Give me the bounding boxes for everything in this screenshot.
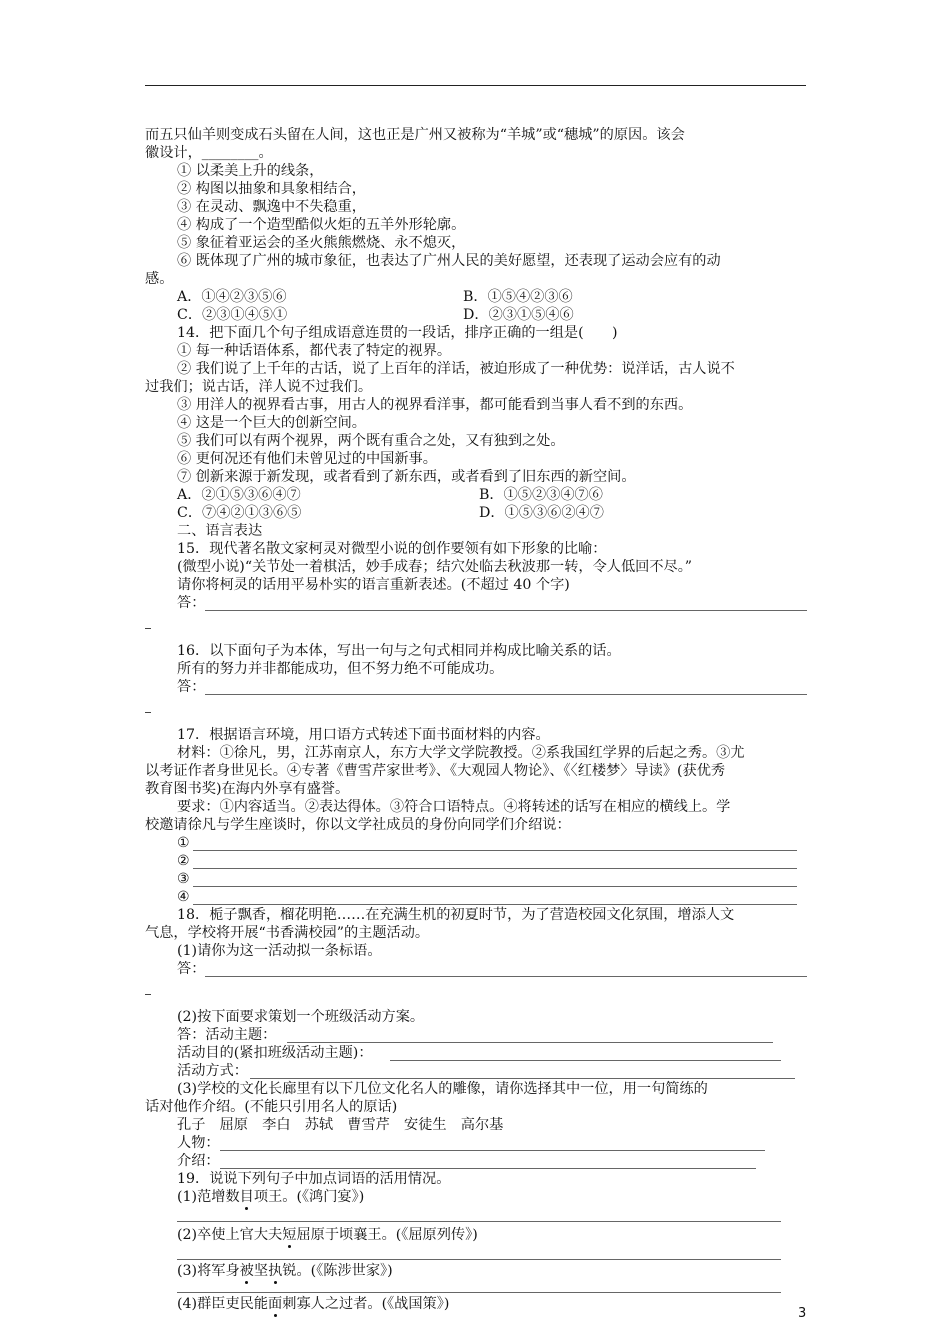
q19-answer-line-3[interactable] [177,1292,781,1293]
section-heading: 二、语言表达 [177,523,263,539]
q13-item-4: ④ 构成了一个造型酷似火炬的五羊外形轮廓。 [177,217,466,233]
q13-option-d: D．②③①⑤④⑥ [463,307,574,323]
q18-purpose-line[interactable] [390,1060,781,1061]
q14-option-b: B．①⑤②③④⑦⑥ [479,487,603,503]
q16-answer-label: 答： [177,679,206,695]
q16-answer-line[interactable] [205,694,807,695]
q18-slogan-line[interactable] [205,976,807,977]
q15-answer-line[interactable] [205,610,807,611]
line-continuation-mark [145,712,151,713]
q13-option-a: A．①④②③⑤⑥ [177,289,287,305]
q13-item-6-cont: 感。 [145,271,174,287]
q17-blank-line-4[interactable] [193,904,797,905]
q18-intro-label: 介绍： [177,1153,220,1169]
q18-part-1: (1)请你为这一活动拟一条标语。 [177,943,382,959]
q17-requirement-1: 要求：①内容适当。②表达得体。③符合口语特点。④将转述的话写在相应的横线上。学 [177,799,731,815]
dotted-word: 被 [239,1263,254,1279]
q16-stem-text: 16．以下面句子为本体，写出一句与之句式相同并构成比喻关系的话。 [177,643,621,659]
q17-material-1: 材料：①徐凡，男，江苏南京人，东方大学文学院教授。②系我国红学界的后起之秀。③尤 [177,745,745,761]
q14-option-c: C．⑦④②①③⑥⑤ [177,505,302,521]
q14-sentence-6: ⑥ 更何况还有他们未曾见过的中国新事。 [177,451,437,467]
q14-sentence-4: ④ 这是一个巨大的创新空间。 [177,415,366,431]
q15-stem: 15．现代著名散文家柯灵对微型小说的创作要领有如下形象的比喻： [177,541,607,557]
q13-item-5: ⑤ 象征着亚运会的圣火熊熊燃烧、永不熄灭， [177,235,466,251]
q17-blank-label-2: ② [177,853,190,869]
q14-option-d: D．①⑤③⑥②④⑦ [479,505,604,521]
q13-item-2: ② 构图以抽象和具象相结合， [177,181,366,197]
q18-answer-label: 答： [177,961,206,977]
q14-sentence-2: ② 我们说了上千年的古话，说了上百年的洋话，被迫形成了一种优势：说洋话，古人说不 [177,361,735,377]
q17-blank-line-1[interactable] [193,850,797,851]
line-continuation-mark [145,994,151,995]
q13-lead-line1: 而五只仙羊则变成石头留在人间，这也正是广州又被称为“羊城”或“穗城”的原因。该会 [145,127,685,143]
q18-theme-line[interactable] [287,1042,773,1043]
q17-blank-label-4: ④ [177,889,190,905]
dotted-word: 面 [268,1296,283,1312]
line-continuation-mark [145,628,151,629]
dotted-word: 执 [268,1263,283,1279]
q18-stem-1: 18．栀子飘香，榴花明艳……在充满生机的初夏时节，为了营造校园文化氛围，增添人文 [177,907,735,923]
q14-stem: 14．把下面几个句子组成语意连贯的一段话，排序正确的一组是( ) [177,325,618,341]
q19-answer-line-1[interactable] [177,1221,781,1222]
header-rule [145,85,806,86]
q18-person-label: 人物： [177,1135,220,1151]
dotted-word: 短 [282,1227,297,1243]
q13-lead-line2: 徽设计，________。 [145,145,273,161]
q13-item-3: ③ 在灵动、飘逸中不失稳重， [177,199,366,215]
q18-stem-2: 气息，学校将开展“书香满校园”的主题活动。 [145,925,430,941]
page-number: 3 [798,1306,807,1321]
q17-blank-line-3[interactable] [193,886,797,887]
q14-option-a: A．②①⑤③⑥④⑦ [177,487,301,503]
q19-sentence-2: (2)卒使上官大夫短屈原于顷襄王。(《屈原列传》) [177,1227,478,1243]
q18-method-label: 活动方式： [177,1063,248,1079]
q19-answer-line-2[interactable] [177,1259,781,1260]
q13-option-b: B．①⑤④②③⑥ [463,289,573,305]
q15-quote: (微型小说)“关节处一着棋活，妙手成春；结穴处临去秋波那一转，令人低回不尽。” [177,559,693,575]
q18-theme-label: 答：活动主题： [177,1027,277,1043]
q15-requirement: 请你将柯灵的话用平易朴实的语言重新表述。(不超过 40 个字) [177,577,570,593]
q17-material-3: 教育图书奖)在海内外享有盛誉。 [145,781,350,797]
q18-intro-line[interactable] [220,1168,756,1169]
q19-stem: 19．说说下列句子中加点词语的活用情况。 [177,1171,451,1187]
q17-blank-line-2[interactable] [193,868,797,869]
q18-method-line[interactable] [250,1078,795,1079]
q17-material-2: 以考证作者身世见长。④专著《曹雪芹家世考》、《大观园人物论》、《〈红楼梦〉导读》(获优秀 [145,763,726,779]
q13-item-1: ① 以柔美上升的线条， [177,163,324,179]
q17-requirement-2: 校邀请徐凡与学生座谈时，你以文学社成员的身份向同学们介绍说： [145,817,571,833]
q13-option-c: C．②③①④⑤① [177,307,288,323]
q14-sentence-1: ① 每一种话语体系，都代表了特定的视界。 [177,343,452,359]
q18-celebrity-names: 孔子 屈原 李白 苏轼 曹雪芹 安徒生 高尔基 [177,1117,504,1133]
q19-sentence-4: (4)群臣吏民能面刺寡人之过者。(《战国策》) [177,1296,450,1312]
q14-sentence-5: ⑤ 我们可以有两个视界，两个既有重合之处，又有独到之处。 [177,433,565,449]
q18-purpose-label: 活动目的(紧扣班级活动主题)： [177,1045,373,1061]
q18-part-3-cont: 话对他作介绍。(不能只引用名人的原话) [145,1099,398,1115]
q14-sentence-7: ⑦ 创新来源于新发现，或者看到了新东西，或者看到了旧东西的新空间。 [177,469,636,485]
q14-sentence-2-cont: 过我们；说古话，洋人说不过我们。 [145,379,373,395]
q19-sentence-3: (3)将军身被坚执锐。(《陈涉世家》) [177,1263,393,1279]
dotted-word: 目 [239,1189,254,1205]
q19-sentence-1: (1)范增数目项王。(《鸿门宴》) [177,1189,365,1205]
q18-part-3: (3)学校的文化长廊里有以下几位文化名人的雕像，请你选择其中一位，用一句简练的 [177,1081,708,1097]
q17-blank-label-3: ③ [177,871,190,887]
q16-base-sentence: 所有的努力并非都能成功，但不努力绝不可能成功。 [177,661,504,677]
q15-answer-label: 答： [177,595,206,611]
q17-blank-label-1: ① [177,835,190,851]
q14-sentence-3: ③ 用洋人的视界看古事，用古人的视界看洋事，都可能看到当事人看不到的东西。 [177,397,693,413]
q18-person-line[interactable] [220,1150,765,1151]
q18-part-2: (2)按下面要求策划一个班级活动方案。 [177,1009,425,1025]
q17-stem: 17．根据语言环境，用口语方式转述下面书面材料的内容。 [177,727,550,743]
q13-item-6: ⑥ 既体现了广州的城市象征，也表达了广州人民的美好愿望，还表现了运动会应有的动 [177,253,721,269]
